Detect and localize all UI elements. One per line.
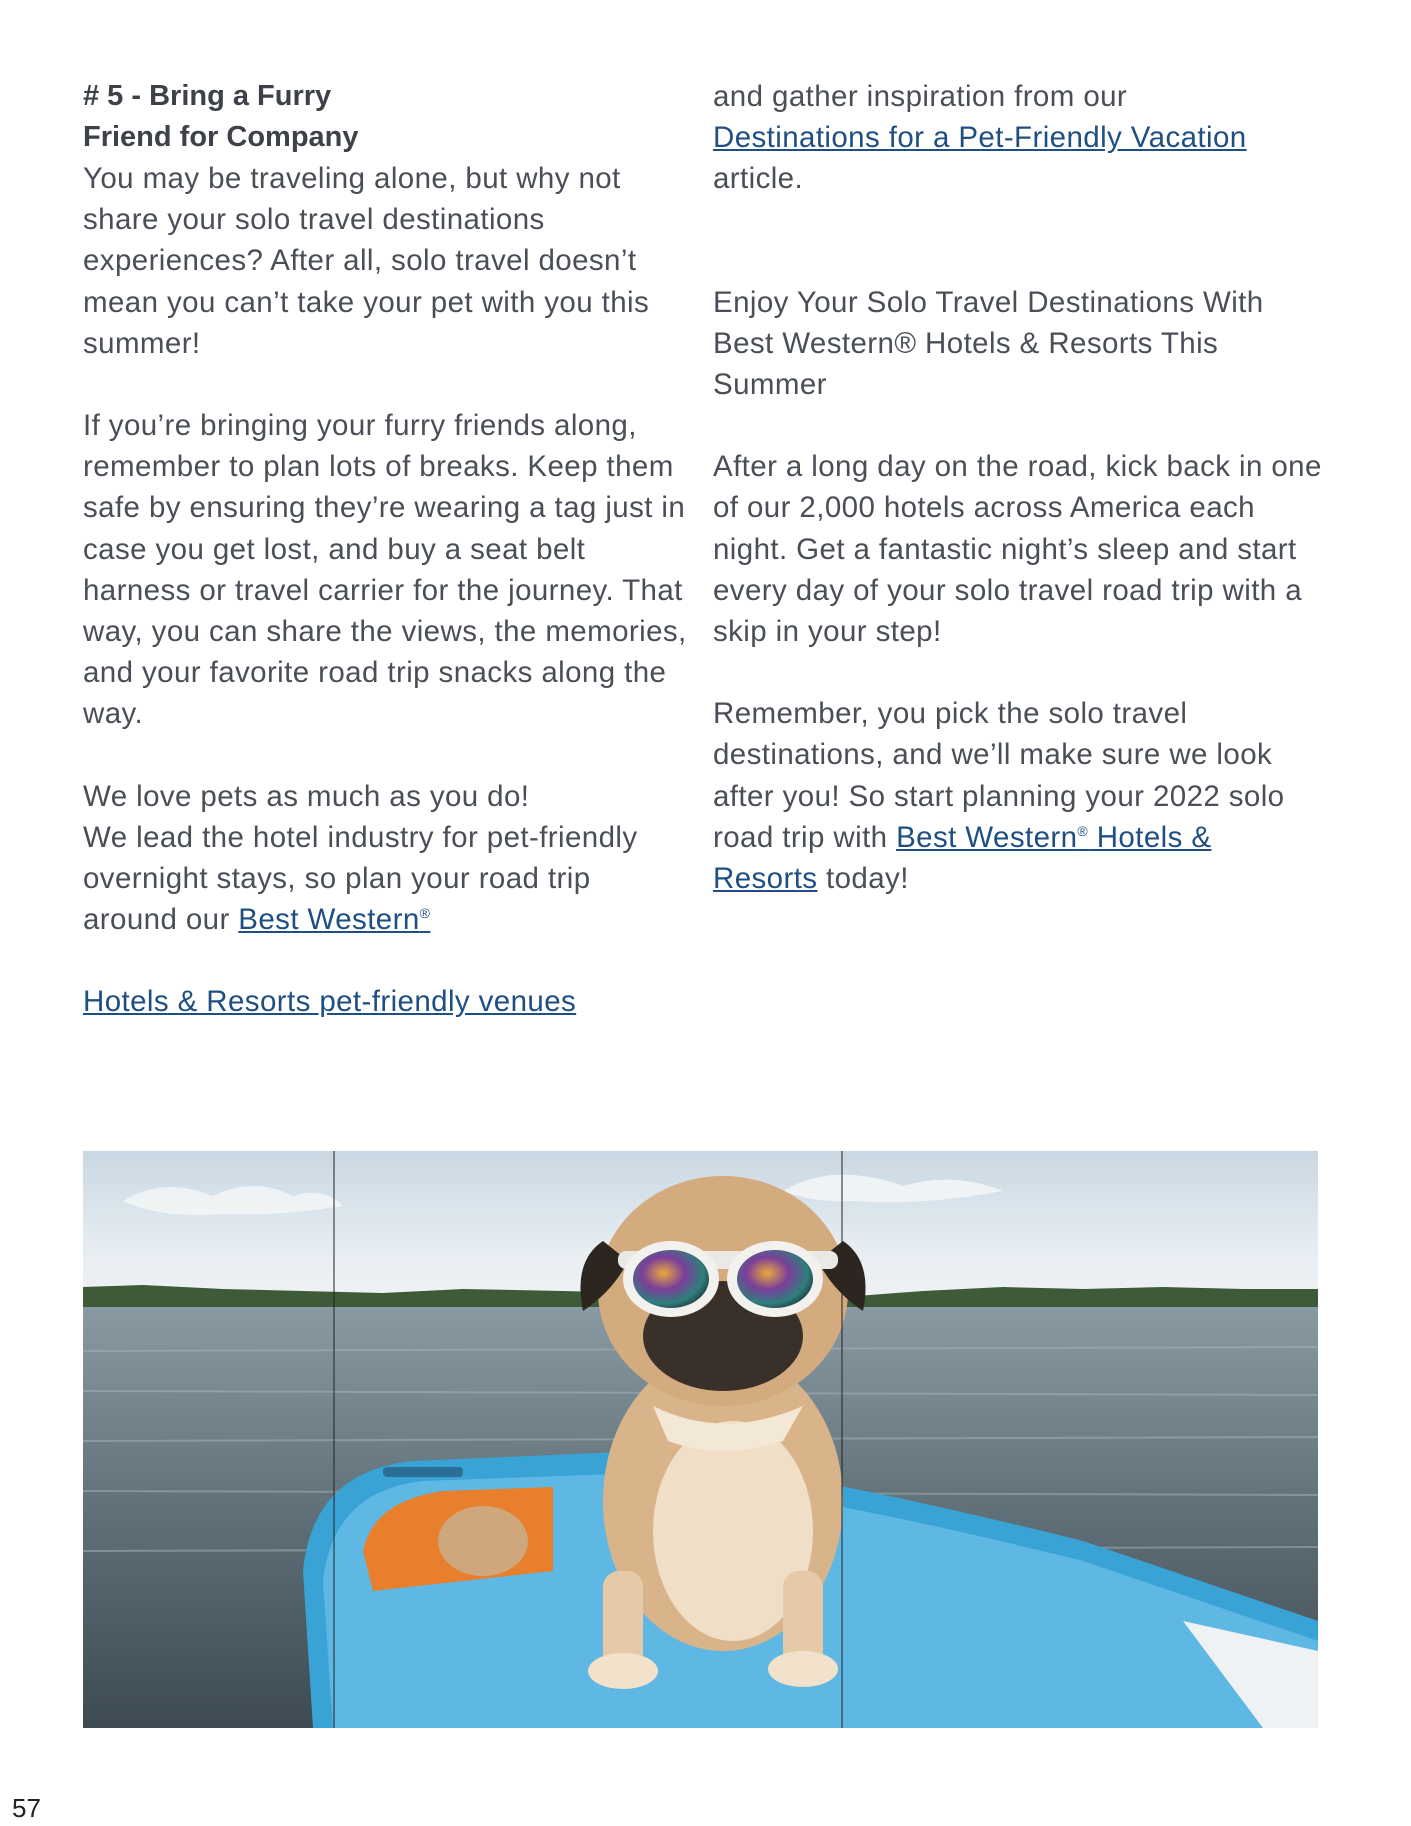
section-heading <box>83 76 693 158</box>
hotels-paragraph: After a long day on the road, kick back in one of our 2,000 hotels across America each night. Get a fantastic night’s sleep and start every day of your solo travel road trip with a skip in your step! <box>713 450 1322 649</box>
page-number: 57 <box>12 1793 41 1823</box>
hotels-resorts-label: Hotels & Resorts <box>713 820 1212 896</box>
pug-on-paddleboard-photo <box>83 1151 1318 1728</box>
best-western-link-label: Best Western <box>238 903 420 937</box>
article-suffix: article. <box>713 162 804 196</box>
section-subheading: Enjoy Your Solo Travel Destinations With Best Western® Hotels & Resorts This Summer <box>713 285 1264 402</box>
closing-text: Remember, you pick the solo travel destinations, and we’ll make sure we look after you! So start planning your 2022 solo road trip with <box>713 697 1285 854</box>
inspiration-text: and gather inspiration from our <box>713 80 1128 113</box>
closing-suffix: today! <box>817 862 909 896</box>
intro-paragraph: You may be traveling alone, but why not share your solo travel destinations experiences? After all, solo travel doesn’t mean you can’t take your pet with you this summer! <box>83 162 650 360</box>
registered-mark: ® <box>1077 823 1089 840</box>
best-western-link[interactable] <box>238 903 430 936</box>
pug-photo-illustration <box>83 1151 1318 1728</box>
pet-friendly-venues-link[interactable]: Hotels & Resorts pet-friendly venues <box>83 985 577 1019</box>
registered-mark: ® <box>419 905 431 922</box>
best-western-hotels-link-label: Best Western <box>896 820 1078 854</box>
heading-line-2: Friend for Company <box>83 121 359 153</box>
pet-friendly-text: We lead the hotel industry for pet-friendly overnight stays, so plan your road trip around our <box>83 820 638 937</box>
closing-paragraph <box>713 693 1323 899</box>
pet-love-line: We love pets as much as you do! <box>83 779 530 813</box>
pet-friendly-destinations-link[interactable]: Destinations for a Pet-Friendly Vacation <box>713 121 1247 155</box>
pet-safety-paragraph: If you’re bringing your furry friends along, remember to plan lots of breaks. Keep them safe by ensuring they’re wearing a tag just in case you get lost, and buy a seat belt harness or travel carrier for the journey. That way, you can share the views, the memories, and your favorite road trip snacks along the way. <box>83 409 687 731</box>
left-column <box>83 76 693 1023</box>
heading-line-1: # 5 - Bring a Furry <box>83 80 332 112</box>
right-column <box>713 76 1323 899</box>
inspiration-paragraph <box>713 76 1323 200</box>
pet-friendly-paragraph <box>83 776 693 941</box>
